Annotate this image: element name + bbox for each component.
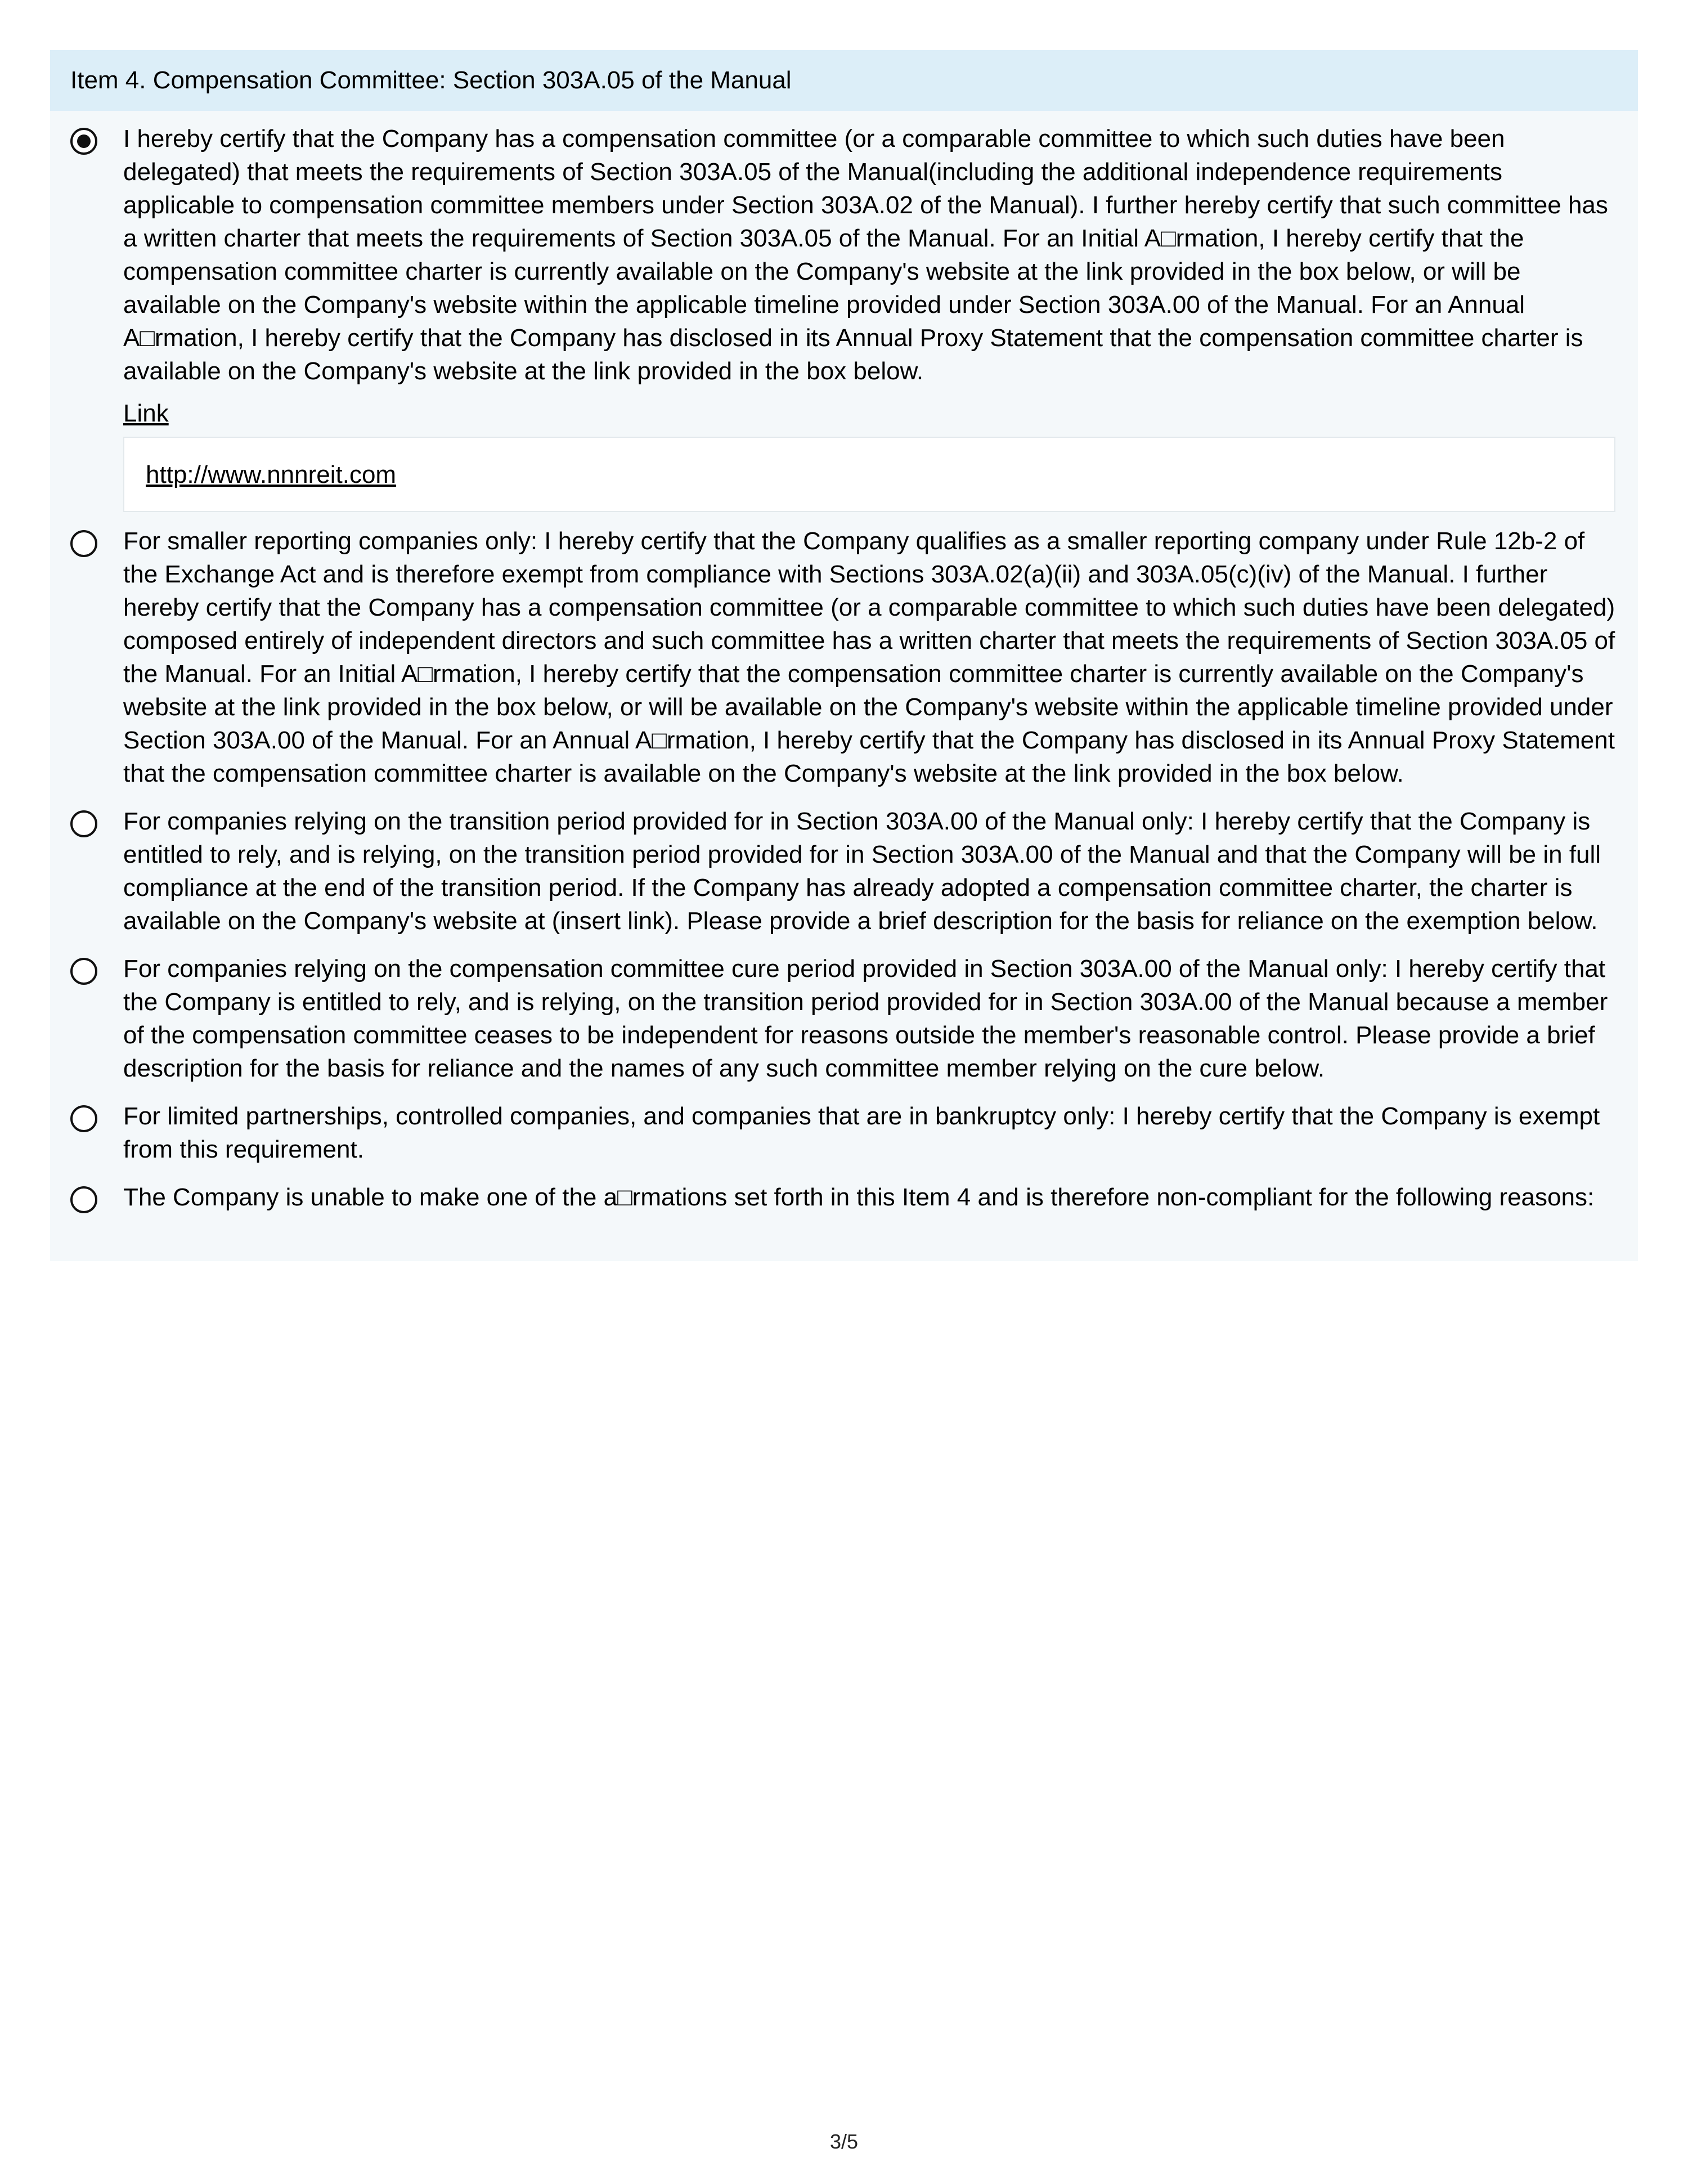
option-compensation-committee[interactable] xyxy=(50,122,1638,512)
option-text: I hereby certify that the Company has a compensation committee (or a comparable committee to which such duties have been delegated) that meets the requirements of Section 303A.05 of the Manual(including the additional independence requirements applicable to compensation committee members under Section 303A.02 of the Manual). I further hereby certify that such committee has a written charter that meets the requirements of Section 303A.05 of the Manual. For an Initial A□rmation, I hereby certify that the compensation committee charter is currently available on the Company's website at the link provided in the box below, or will be available on the Company's website within the applicable timeline provided under Section 303A.00 of the Manual. For an Annual A□rmation, I hereby certify that the Company has disclosed in its Annual Proxy Statement that the compensation committee charter is available on the Company's website at the link provided in the box below. xyxy=(123,125,1608,385)
radio-unselected-icon[interactable] xyxy=(70,1186,97,1213)
link-field[interactable] xyxy=(123,437,1615,512)
option-text: The Company is unable to make one of the a□rmations set forth in this Item 4 and is therefore non-compliant for the following reasons: xyxy=(123,1183,1595,1211)
option-text: For limited partnerships, controlled companies, and companies that are in bankruptcy only: I hereby certify that the Company is exempt from this requirement. xyxy=(123,1102,1600,1163)
option-cure-period[interactable] xyxy=(50,952,1638,1085)
option-text: For companies relying on the transition period provided for in Section 303A.00 of the Manual only: I hereby certify that the Company is entitled to rely, and is relying, on the transition period provided for in Section 303A.00 of the Manual and that the Company will be in full compliance at the end of the transition period. If the Company has already adopted a compensation committee charter, the charter is available on the Company's website at (insert link). Please provide a brief description for the basis for reliance on the exemption below. xyxy=(123,808,1601,935)
radio-unselected-icon[interactable] xyxy=(70,1105,97,1132)
radio-unselected-icon[interactable] xyxy=(70,958,97,985)
page-number: 3/5 xyxy=(829,2130,859,2153)
section-title: Item 4. Compensation Committee: Section 303A.05 of the Manual xyxy=(50,50,1638,111)
option-smaller-reporting[interactable] xyxy=(50,524,1638,790)
radio-unselected-icon[interactable] xyxy=(70,530,97,557)
option-exempt[interactable] xyxy=(50,1100,1638,1166)
certification-options xyxy=(50,111,1638,1214)
option-transition-period[interactable] xyxy=(50,805,1638,938)
radio-selected-icon[interactable] xyxy=(70,128,97,155)
compensation-committee-section xyxy=(50,50,1638,1261)
link-label: Link xyxy=(123,400,169,427)
link-value[interactable]: http://www.nnnreit.com xyxy=(146,460,397,488)
option-text: For smaller reporting companies only: I hereby certify that the Company qualifies as a smaller reporting company under Rule 12b-2 of the Exchange Act and is therefore exempt from compliance with Sections 303A.02(a)(ii) and 303A.05(c)(iv) of the Manual. I further hereby certify that the Company has a compensation committee (or a comparable committee to which such duties have been delegated) composed entirely of independent directors and such committee has a written charter that meets the requirements of Section 303A.05 of the Manual. For an Initial A□rmation, I hereby certify that the compensation committee charter is currently available on the Company's website at the link provided in the box below, or will be available on the Company's website within the applicable timeline provided under Section 303A.00 of the Manual. For an Annual A□rmation, I hereby certify that the Company has disclosed in its Annual Proxy Statement that the compensation committee charter is available on the Company's website at the link provided in the box below. xyxy=(123,527,1615,787)
radio-unselected-icon[interactable] xyxy=(70,810,97,837)
option-non-compliant[interactable] xyxy=(50,1181,1638,1214)
option-text: For companies relying on the compensation committee cure period provided in Section 303A.00 of the Manual only: I hereby certify that the Company is entitled to rely, and is relying, on the transition period provided for in Section 303A.00 of the Manual because a member of the compensation committee ceases to be independent for reasons outside the member's reasonable control. Please provide a brief description for the basis for reliance and the names of any such committee member relying on the cure below. xyxy=(123,955,1608,1082)
